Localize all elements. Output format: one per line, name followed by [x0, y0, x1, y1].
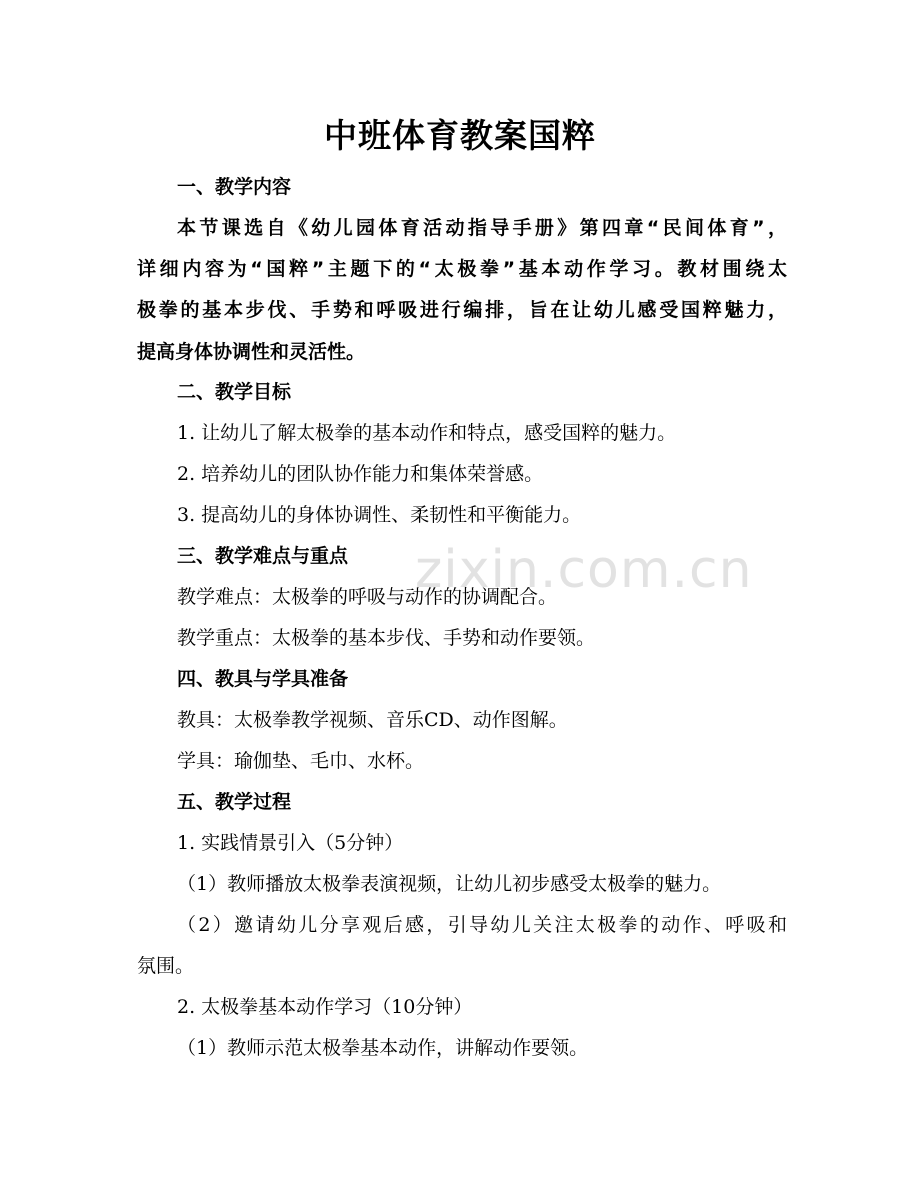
list-item: 教具：太极拳教学视频、音乐CD、动作图解。	[177, 709, 568, 731]
list-item: （2）邀请幼儿分享观后感，引导幼儿关注太极拳的动作、呼吸和	[177, 914, 787, 936]
section-heading-key-points: 三、教学难点与重点	[177, 545, 349, 567]
list-item: （1）教师示范太极拳基本动作，讲解动作要领。	[177, 1037, 589, 1059]
section-heading-process: 五、教学过程	[177, 791, 292, 813]
paragraph-line: 详细内容为“国粹”主题下的“太极拳”基本动作学习。教材围绕太	[137, 258, 787, 280]
list-item: 学具：瑜伽垫、毛巾、水杯。	[177, 750, 425, 772]
page-title: 中班体育教案国粹	[324, 116, 596, 155]
list-item: 2. 太极拳基本动作学习（10分钟）	[177, 996, 473, 1018]
list-item: （1）教师播放太极拳表演视频，让幼儿初步感受太极拳的魅力。	[177, 873, 722, 895]
section-heading-objectives: 二、教学目标	[177, 381, 292, 403]
list-item: 2. 培养幼儿的团队协作能力和集体荣誉感。	[177, 463, 544, 485]
list-item-continuation: 氛围。	[137, 955, 195, 977]
list-item: 1. 让幼儿了解太极拳的基本动作和特点，感受国粹的魅力。	[177, 422, 677, 444]
list-item: 教学重点：太极拳的基本步伐、手势和动作要领。	[177, 627, 596, 649]
watermark: zixin.com.cn	[415, 540, 753, 600]
list-item: 教学难点：太极拳的呼吸与动作的协调配合。	[177, 586, 558, 608]
paragraph-line: 本节课选自《幼儿园体育活动指导手册》第四章“民间体育”，	[177, 217, 787, 239]
section-heading-content: 一、教学内容	[177, 176, 292, 198]
paragraph-line: 提高身体协调性和灵活性。	[137, 341, 366, 363]
list-item: 1. 实践情景引入（5分钟）	[177, 832, 404, 854]
paragraph-line: 极拳的基本步伐、手势和呼吸进行编排，旨在让幼儿感受国粹魅力，	[137, 299, 787, 321]
section-heading-materials: 四、教具与学具准备	[177, 668, 349, 690]
list-item: 3. 提高幼儿的身体协调性、柔韧性和平衡能力。	[177, 504, 582, 526]
